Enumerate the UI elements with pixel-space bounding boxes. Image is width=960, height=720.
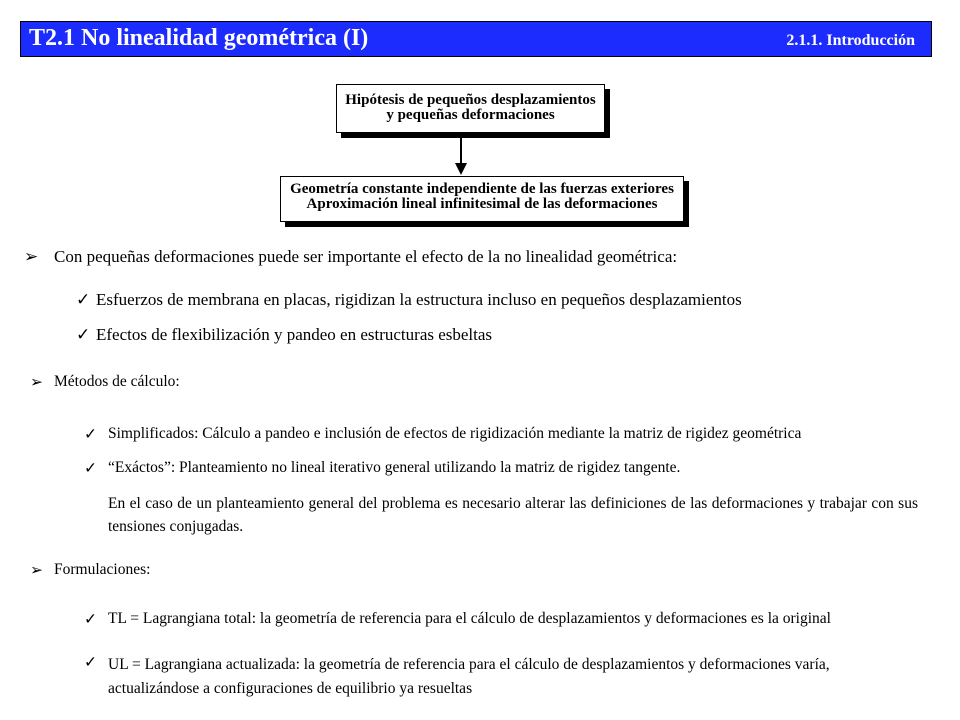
check-bullet-icon: ✓ [84,460,97,477]
section-label: 2.1.1. Introducción [786,32,915,49]
box2-shadow-side [684,181,689,227]
item-formulations: Formulaciones: [54,561,151,578]
item-updated-lagrangian [108,653,918,701]
updated-lagrangian-line-2: actualizándose a configuraciones de equilibrio ya resueltas [108,680,473,697]
general-approach-paragraph: En el caso de un planteamiento general del problema es necesario alterar las definiciones de las deformaciones y trabajar con sus tensiones conjugadas. [108,495,918,535]
down-arrow-icon [460,134,462,164]
hypothesis-box [336,84,605,133]
box1-shadow [341,133,610,138]
check-bullet-icon: ✓ [76,290,91,309]
consequence-line-2: Aproximación lineal infinitesimal de las deformaciones [306,196,658,212]
hypothesis-line-2: y pequeñas deformaciones [386,107,555,123]
box1-shadow-side [605,89,610,138]
item-exact: “Exáctos”: Planteamiento no lineal iterativo general utilizando la matriz de rigidez tangente. [108,459,681,476]
slide-title: T2.1 No linealidad geométrica (I) [29,25,369,51]
down-arrowhead-icon [455,163,467,175]
consequence-line-1: Geometría constante independiente de las fuerzas exteriores [290,181,674,197]
arrow-bullet-icon: ➢ [24,247,39,266]
item-simplified: Simplificados: Cálculo a pandeo e inclusión de efectos de rigidización mediante la matriz de rigidez geométrica [108,425,802,442]
updated-lagrangian-line-1: UL = Lagrangiana actualizada: la geometría de referencia para el cálculo de desplazamientos y deformaciones varía, [108,656,830,673]
item-buckling-effects: Efectos de flexibilización y pandeo en estructuras esbeltas [96,325,493,344]
arrow-bullet-icon: ➢ [30,374,43,391]
check-bullet-icon: ✓ [84,611,97,628]
arrow-bullet-icon: ➢ [30,562,43,579]
check-bullet-icon: ✓ [76,325,91,344]
hypothesis-line-1: Hipótesis de pequeños desplazamientos [345,92,596,108]
check-bullet-icon: ✓ [84,426,97,443]
item-small-strains: Con pequeñas deformaciones puede ser importante el efecto de la no linealidad geométrica: [54,247,678,266]
item-calc-methods: Métodos de cálculo: [54,373,180,390]
slide-header [20,21,932,57]
item-total-lagrangian: TL = Lagrangiana total: la geometría de referencia para el cálculo de desplazamientos y deformaciones es la original [108,610,831,627]
consequence-box [280,176,684,222]
check-bullet-icon: ✓ [84,654,97,671]
item-membrane-stresses: Esfuerzos de membrana en placas, rigidizan la estructura incluso en pequeños desplazamientos [96,290,742,309]
box2-shadow [285,222,689,227]
